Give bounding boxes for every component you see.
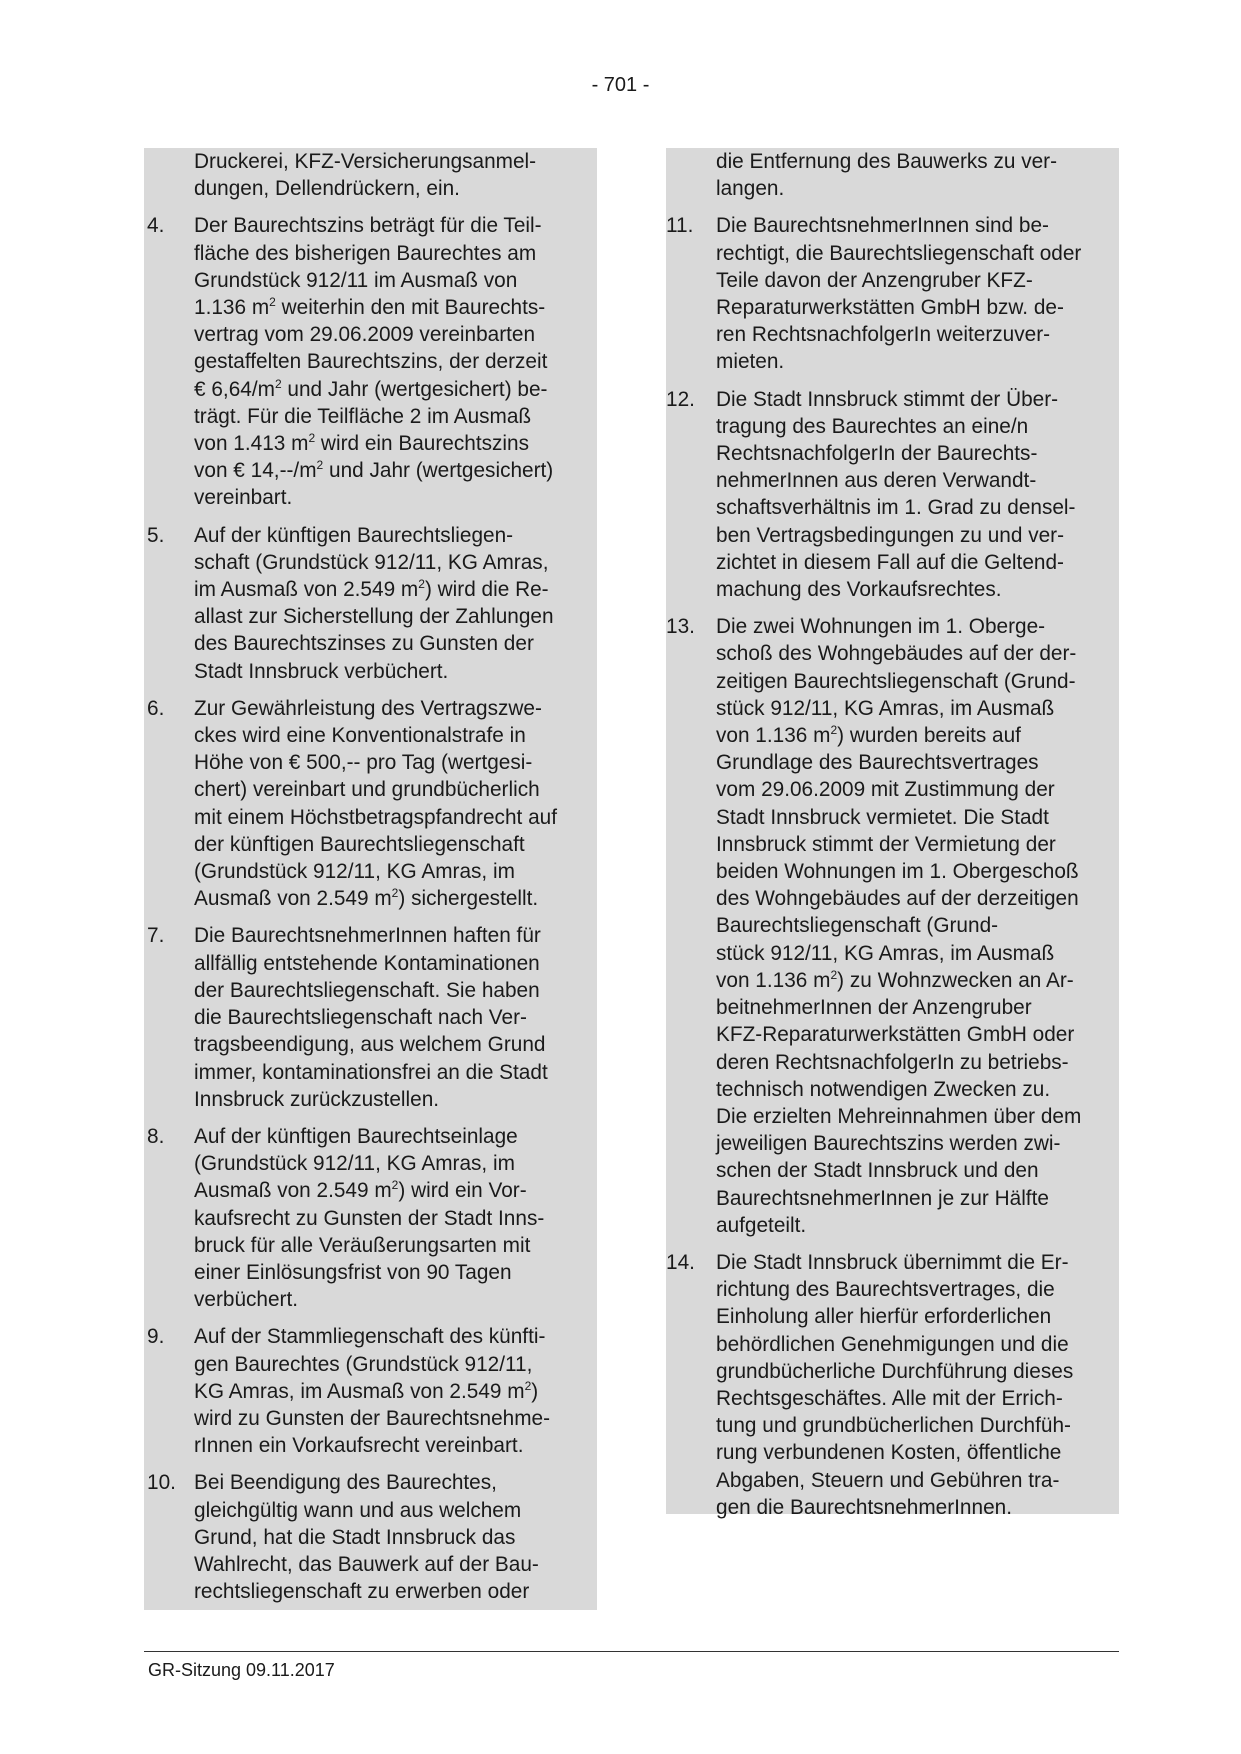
item-number: 4.: [147, 214, 165, 238]
text-line: fläche des bisherigen Baurechtes am: [194, 241, 537, 265]
text-line: von 1.136 $m^2$) wurden bereits auf: [716, 723, 1021, 748]
text-line: schaft (Grundstück 912/11, KG Amras,: [194, 550, 549, 574]
text-line: tung und grundbücherlichen Durchfüh-: [716, 1414, 1071, 1438]
item-number: 9.: [147, 1325, 165, 1349]
text-line: zeitigen Baurechtsliegenschaft (Grund-: [716, 669, 1076, 693]
text-line: Der Baurechtszins beträgt für die Teil-: [194, 214, 542, 238]
text-line: Die BaurechtsnehmerInnen haften für: [194, 924, 541, 948]
text-line: des Baurechtszinses zu Gunsten der: [194, 632, 534, 656]
list-item: [144, 212, 597, 511]
text-line: Stadt Innsbruck vermietet. Die Stadt: [716, 805, 1049, 829]
text-line: stück 912/11, KG Amras, im Ausmaß: [716, 941, 1055, 965]
left-items: [144, 212, 597, 1605]
text-line: Abgaben, Steuern und Gebühren tra-: [716, 1468, 1060, 1492]
left-continuation: [194, 148, 597, 202]
text-line: beitnehmerInnen der Anzengruber: [716, 996, 1032, 1020]
text-line: schen der Stadt Innsbruck und den: [716, 1159, 1039, 1183]
text-line: im Ausmaß von 2.549 $m^2$) wird die Re-: [194, 577, 549, 602]
text-line: rechtigt, die Baurechtsliegenschaft oder: [716, 241, 1082, 265]
text-line: tragsbeendigung, aus welchem Grund: [194, 1033, 546, 1057]
text-line: Auf der künftigen Baurechtsliegen-: [194, 523, 514, 547]
text-line: von 1.136 $m^2$) zu Wohnzwecken an Ar-: [716, 967, 1074, 992]
item-number: 10.: [147, 1471, 176, 1495]
text-line: Druckerei, KFZ-Versicherungsanmel-: [194, 150, 537, 173]
text-line: kaufsrecht zu Gunsten der Stadt Inns-: [194, 1206, 545, 1230]
text-line: vereinbart.: [194, 486, 293, 510]
footer-divider: [144, 1651, 1119, 1652]
text-line: € $6,64/m^2$ und Jahr (wertgesichert) be-: [194, 376, 548, 401]
text-line: Höhe von € 500,-- pro Tag (wertgesi-: [194, 751, 533, 775]
right-continuation: [716, 148, 1119, 202]
text-line: immer, kontaminationsfrei an die Stadt: [194, 1060, 548, 1084]
text-line: gen Baurechtes (Grundstück 912/11,: [194, 1352, 533, 1376]
text-line: Die Stadt Innsbruck stimmt der Über-: [716, 387, 1059, 411]
item-number: 5.: [147, 523, 165, 547]
right-items: [666, 212, 1119, 1521]
text-line: einer Einlösungsfrist von 90 Tagen: [194, 1260, 512, 1284]
left-column: [144, 148, 597, 1610]
text-line: KG Amras, im Ausmaß von 2.549 $m^2$): [194, 1378, 539, 1403]
text-line: vertrag vom 29.06.2009 vereinbarten: [194, 323, 536, 347]
list-item: [144, 922, 597, 1112]
text-line: Ausmaß von 2.549 $m^2$) sichergestellt.: [194, 886, 539, 911]
text-line: aufgeteilt.: [716, 1213, 807, 1237]
text-line: wird zu Gunsten der Baurechtsnehme-: [194, 1406, 551, 1430]
item-number: 6.: [147, 696, 165, 720]
text-line: (Grundstück 912/11, KG Amras, im: [194, 860, 515, 884]
text-line: nehmerInnen aus deren Verwandt-: [716, 469, 1037, 493]
text-line: behördlichen Genehmigungen und die: [716, 1332, 1069, 1356]
text-line: rechtsliegenschaft zu erwerben oder: [194, 1580, 530, 1604]
text-line: 1.136 $m^2$ weiterhin den mit Baurechts-: [194, 295, 546, 320]
item-number: 7.: [147, 924, 165, 948]
text-line: Einholung aller hierfür erforderlichen: [716, 1305, 1052, 1329]
text-line: die Baurechtsliegenschaft nach Ver-: [194, 1006, 527, 1030]
text-line: langen.: [716, 177, 785, 201]
list-item: [666, 1249, 1119, 1521]
text-line: Die erzielten Mehreinnahmen über dem: [716, 1104, 1082, 1128]
text-line: jeweiligen Baurechtszins werden zwi-: [716, 1132, 1061, 1156]
text-line: deren RechtsnachfolgerIn zu betriebs-: [716, 1050, 1069, 1074]
text-line: Auf der künftigen Baurechtseinlage: [194, 1124, 518, 1148]
text-line: Auf der Stammliegenschaft des künfti-: [194, 1325, 546, 1349]
text-line: Zur Gewährleistung des Vertragszwe-: [194, 696, 542, 720]
item-number: 11.: [666, 214, 694, 238]
text-line: Grundstück 912/11 im Ausmaß von: [194, 268, 518, 292]
text-line: mieten.: [716, 350, 785, 374]
list-item: [144, 1123, 597, 1313]
list-item: [144, 1323, 597, 1459]
list-item: [666, 613, 1119, 1239]
list-item: [666, 212, 1119, 375]
footer-text: GR-Sitzung 09.11.2017: [148, 1660, 335, 1680]
text-line: ren RechtsnachfolgerIn weiterzuver-: [716, 323, 1051, 347]
text-line: Die zwei Wohnungen im 1. Oberge-: [716, 615, 1046, 639]
item-number: 14.: [666, 1250, 695, 1274]
text-line: ben Vertragsbedingungen zu und ver-: [716, 523, 1065, 547]
text-line: mit einem Höchstbetragspfandrecht auf: [194, 805, 557, 829]
text-line: tragung des Baurechtes an eine/n: [716, 414, 1029, 438]
text-line: Teile davon der Anzengruber KFZ-: [716, 268, 1033, 292]
text-line: technisch notwendigen Zwecken zu.: [716, 1077, 1051, 1101]
list-item: [144, 522, 597, 685]
text-line: grundbücherliche Durchführung dieses: [716, 1359, 1074, 1383]
text-line: ckes wird eine Konventionalstrafe in: [194, 724, 526, 748]
text-line: Wahlrecht, das Bauwerk auf der Bau-: [194, 1552, 539, 1576]
item-number: 12.: [666, 387, 695, 411]
text-line: Stadt Innsbruck verbüchert.: [194, 659, 449, 683]
text-line: Rechtsgeschäftes. Alle mit der Errich-: [716, 1386, 1063, 1410]
text-line: gestaffelten Baurechtszins, der derzeit: [194, 350, 548, 374]
item-number: 8.: [147, 1124, 165, 1148]
text-line: gleichgültig wann und aus welchem: [194, 1498, 522, 1522]
text-line: RechtsnachfolgerIn der Baurechts-: [716, 442, 1038, 466]
text-line: beiden Wohnungen im 1. Obergeschoß: [716, 860, 1079, 884]
text-line: vom 29.06.2009 mit Zustimmung der: [716, 778, 1055, 802]
text-line: Reparaturwerkstätten GmbH bzw. de-: [716, 296, 1064, 320]
right-column: [666, 148, 1119, 1519]
text-line: von € $14,--/m^2$ und Jahr (wertgesichert): [194, 458, 554, 483]
text-line: Ausmaß von 2.549 $m^2$) wird ein Vor-: [194, 1178, 527, 1203]
text-line: Grund, hat die Stadt Innsbruck das: [194, 1525, 516, 1549]
text-line: KFZ-Reparaturwerkstätten GmbH oder: [716, 1023, 1075, 1047]
text-line: Bei Beendigung des Baurechtes,: [194, 1471, 497, 1495]
text-line: rung verbundenen Kosten, öffentliche: [716, 1441, 1062, 1465]
text-line: von 1.413 $m^2$ wird ein Baurechtszins: [194, 431, 529, 456]
text-line: machung des Vorkaufsrechtes.: [716, 578, 1002, 602]
text-line: verbüchert.: [194, 1288, 299, 1312]
text-line: Die BaurechtsnehmerInnen sind be-: [716, 214, 1049, 238]
text-line: die Entfernung des Bauwerks zu ver-: [716, 150, 1058, 173]
text-line: richtung des Baurechtsvertrages, die: [716, 1278, 1055, 1302]
text-line: gen die BaurechtsnehmerInnen.: [716, 1495, 1012, 1519]
text-line: allfällig entstehende Kontaminationen: [194, 951, 540, 975]
list-item: [666, 386, 1119, 604]
text-line: stück 912/11, KG Amras, im Ausmaß: [716, 696, 1055, 720]
text-line: schaftsverhältnis im 1. Grad zu densel-: [716, 496, 1076, 520]
text-line: chert) vereinbart und grundbücherlich: [194, 778, 540, 802]
text-line: allast zur Sicherstellung der Zahlungen: [194, 605, 554, 629]
text-line: dungen, Dellendrückern, ein.: [194, 177, 460, 201]
text-line: Innsbruck zurückzustellen.: [194, 1087, 440, 1111]
list-item: [144, 1469, 597, 1605]
text-line: BaurechtsnehmerInnen je zur Hälfte: [716, 1186, 1049, 1210]
text-line: trägt. Für die Teilfläche 2 im Ausmaß: [194, 404, 532, 428]
item-number: 13.: [666, 615, 695, 639]
text-line: rInnen ein Vorkaufsrecht vereinbart.: [194, 1434, 524, 1458]
text-line: Innsbruck stimmt der Vermietung der: [716, 832, 1056, 856]
text-line: Grundlage des Baurechtsvertrages: [716, 751, 1039, 775]
text-line: zichtet in diesem Fall auf die Geltend-: [716, 550, 1064, 574]
text-line: Die Stadt Innsbruck übernimmt die Er-: [716, 1250, 1069, 1274]
text-line: der Baurechtsliegenschaft. Sie haben: [194, 978, 540, 1002]
page-number: - 701 -: [591, 74, 650, 96]
text-line: (Grundstück 912/11, KG Amras, im: [194, 1152, 515, 1176]
text-line: der künftigen Baurechtsliegenschaft: [194, 832, 525, 856]
text-line: des Wohngebäudes auf der derzeitigen: [716, 887, 1079, 911]
list-item: [144, 695, 597, 913]
text-line: schoß des Wohngebäudes auf der der-: [716, 642, 1077, 666]
text-line: Baurechtsliegenschaft (Grund-: [716, 914, 999, 938]
text-line: bruck für alle Veräußerungsarten mit: [194, 1233, 531, 1257]
